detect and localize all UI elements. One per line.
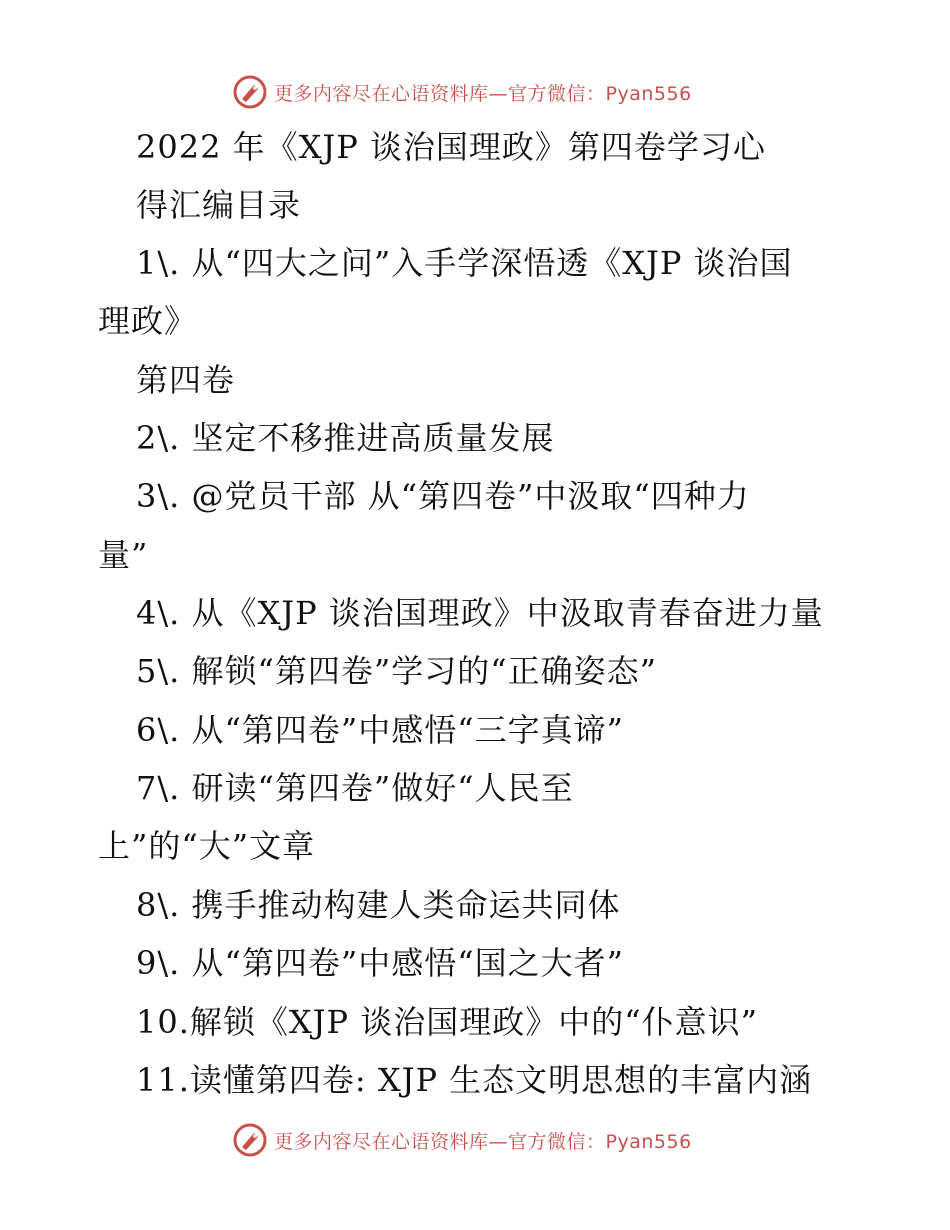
toc-item-9: 9\. 从“第四卷”中感悟“国之大者” [136, 944, 624, 982]
toc-item-1: 1\. 从“四大之问”入手学深悟透《XJP 谈治国 [136, 244, 793, 282]
toc-item-4: 4\. 从《XJP 谈治国理政》中汲取青春奋进力量 [136, 594, 824, 632]
toc-item-3: 3\. @党员干部 从“第四卷”中汲取“四种力 [136, 477, 750, 515]
watermark-banner-bottom [0, 1118, 950, 1162]
toc-item-1-cont: 理政》 [98, 302, 198, 340]
toc-item-2: 2\. 坚定不移推进高质量发展 [136, 419, 555, 457]
toc-item-10: 10.解锁《XJP 谈治国理政》中的“仆意识” [136, 1003, 758, 1041]
toc-item-11: 11.读懂第四卷: XJP 生态文明思想的丰富内涵 [136, 1061, 813, 1099]
toc-item-7-cont: 上”的“大”文章 [98, 827, 316, 865]
doc-title-line-2: 得汇编目录 [136, 186, 302, 224]
watermark-text: 更多内容尽在心语资料库—官方微信：Pyan556 [274, 82, 692, 105]
toc-item-6: 6\. 从“第四卷”中感悟“三字真谛” [136, 711, 624, 749]
toc-item-1-cont2: 第四卷 [136, 361, 236, 399]
toc-item-8: 8\. 携手推动构建人类命运共同体 [136, 886, 621, 924]
watermark-text: 更多内容尽在心语资料库—官方微信：Pyan556 [274, 1130, 692, 1153]
watermark-banner-top [0, 70, 950, 114]
toc-item-3-cont: 量” [98, 536, 149, 574]
pen-nib-logo-icon [232, 1122, 268, 1158]
doc-title-line-1: 2022 年《XJP 谈治国理政》第四卷学习心 [136, 128, 766, 166]
toc-item-5: 5\. 解锁“第四卷”学习的“正确姿态” [136, 652, 657, 690]
toc-item-7: 7\. 研读“第四卷”做好“人民至 [136, 769, 574, 807]
pen-nib-logo-icon [232, 74, 268, 110]
